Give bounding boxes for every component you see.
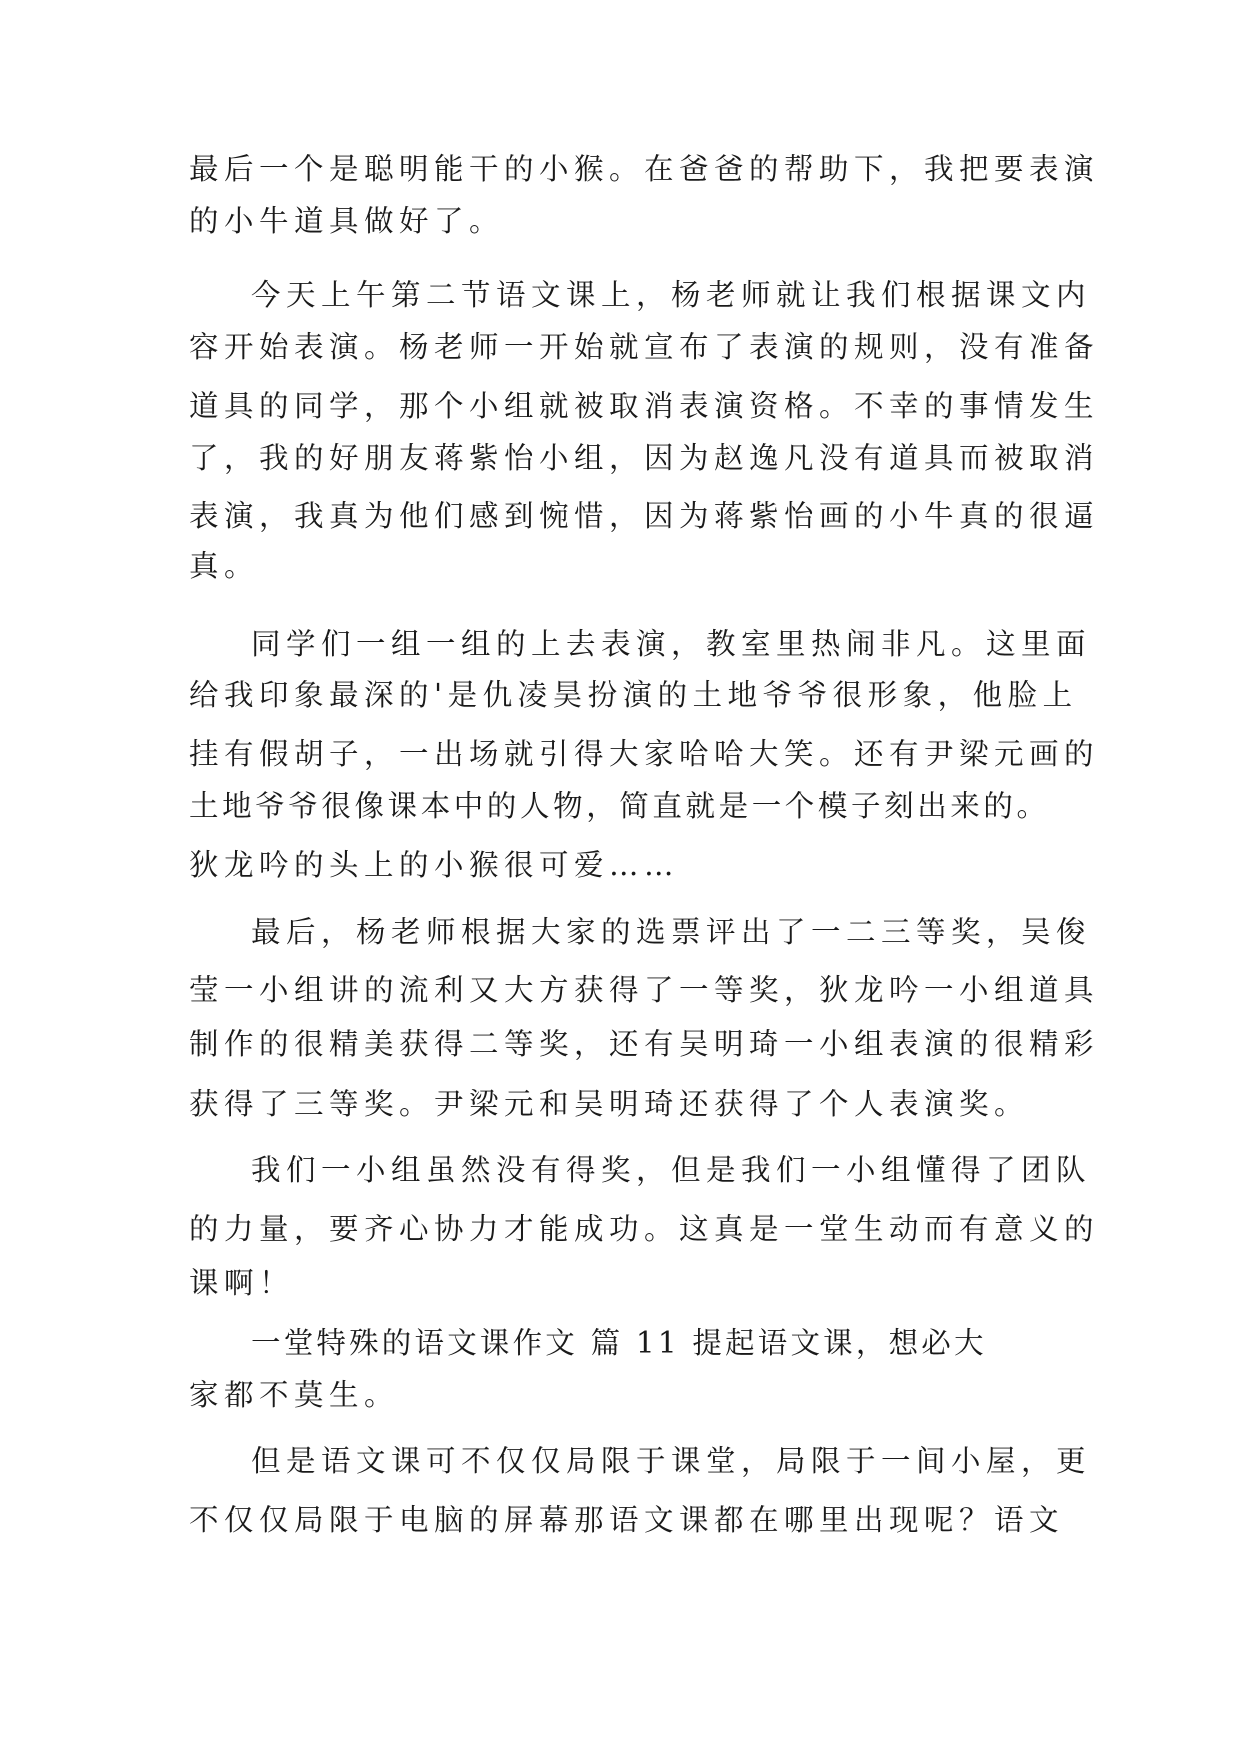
text-line: 我们一小组虽然没有得奖，但是我们一小组懂得了团队 [251,1153,1092,1187]
text-line: 狄龙吟的头上的小猴很可爱…… [189,848,680,882]
text-line: 容开始表演。杨老师一开始就宣布了表演的规则，没有准备 [189,330,1100,364]
text-line: 家都不莫生。 [189,1378,400,1412]
text-line: 的力量，要齐心协力才能成功。这真是一堂生动而有意义的 [189,1212,1100,1246]
text-line: 真。 [189,549,260,583]
text-line: 给我印象最深的'是仇凌昊扮演的土地爷爷很形象，他脸上 [189,678,1078,712]
text-line: 不仅仅局限于电脑的屏幕那语文课都在哪里出现呢？语文 [189,1503,1065,1537]
text-line: 挂有假胡子，一出场就引得大家哈哈大笑。还有尹梁元画的 [189,737,1100,771]
text-line: 土地爷爷很像课本中的人物，简直就是一个模子刻出来的。 [189,789,1050,823]
text-line: 最后一个是聪明能干的小猴。在爸爸的帮助下，我把要表演 [189,152,1100,186]
text-line: 但是语文课可不仅仅局限于课堂，局限于一间小屋，更 [251,1444,1092,1478]
text-line: 道具的同学，那个小组就被取消表演资格。不幸的事情发生 [189,389,1100,423]
text-line: 同学们一组一组的上去表演，教室里热闹非凡。这里面 [251,627,1092,661]
text-line: 制作的很精美获得二等奖，还有吴明琦一小组表演的很精彩 [189,1027,1100,1061]
text-line: 莹一小组讲的流利又大方获得了一等奖，狄龙吟一小组道具 [189,973,1100,1007]
text-line: 课啊！ [189,1266,295,1300]
text-line: 的小牛道具做好了。 [189,204,505,238]
text-line: 表演，我真为他们感到惋惜，因为蒋紫怡画的小牛真的很逼 [189,499,1100,533]
text-line: 了，我的好朋友蒋紫怡小组，因为赵逸凡没有道具而被取消 [189,441,1100,475]
text-line: 最后，杨老师根据大家的选票评出了一二三等奖，吴俊 [251,915,1092,949]
text-line: 一堂特殊的语文课作文 篇 11 提起语文课，想必大 [251,1326,987,1360]
text-line: 今天上午第二节语文课上，杨老师就让我们根据课文内 [251,278,1092,312]
text-line: 获得了三等奖。尹梁元和吴明琦还获得了个人表演奖。 [189,1087,1030,1121]
